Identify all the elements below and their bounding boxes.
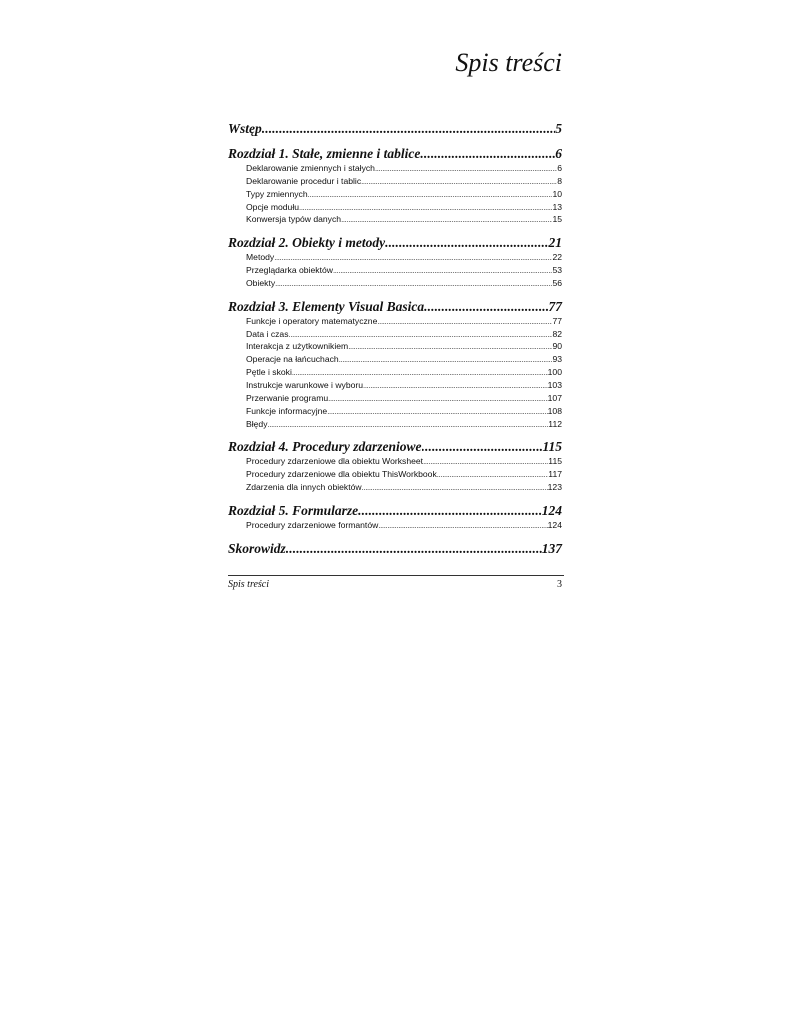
dot-leader — [308, 189, 553, 202]
toc-entry-title: Przerwanie programu — [246, 392, 329, 403]
toc-entry-title: Opcje modułu — [246, 201, 300, 212]
dot-leader — [437, 469, 549, 482]
toc-chapter-row[interactable] — [228, 235, 562, 251]
dot-leader — [378, 520, 547, 533]
toc-chapter-row[interactable] — [228, 299, 562, 315]
toc-entry-row[interactable] — [228, 418, 562, 431]
footer-rule — [228, 575, 564, 576]
toc-chapter-title: Rozdział 5. Formularze — [228, 502, 359, 518]
toc-chapter-title: Rozdział 1. Stałe, zmienne i tablice — [228, 146, 421, 161]
toc-entry-row[interactable] — [228, 455, 562, 468]
toc-entry-row[interactable] — [228, 481, 562, 494]
dot-leader — [328, 393, 548, 406]
toc-entry-row[interactable] — [228, 328, 562, 341]
toc-entry-row[interactable] — [228, 213, 562, 226]
footer-page-number: 3 — [557, 579, 562, 590]
dot-leader — [268, 419, 549, 432]
dot-leader — [375, 163, 557, 176]
toc-entry-page: 82 — [552, 328, 562, 339]
toc-entry-title: Interakcja z użytkownikiem — [246, 341, 349, 352]
footer-title: Spis treści — [228, 579, 270, 590]
dot-leader — [422, 439, 543, 455]
toc-entry-title: Konwersja typów danych — [246, 214, 342, 225]
toc-entry-row[interactable] — [228, 379, 562, 392]
toc-section — [228, 146, 562, 226]
toc-entry-title: Typy zmiennych — [246, 188, 308, 199]
toc-entry-page: 117 — [548, 469, 562, 480]
dot-leader — [363, 380, 548, 393]
toc-entry-page: 6 — [557, 163, 562, 173]
toc-entry-page: 15 — [552, 214, 562, 225]
toc-entry-title: Błędy — [246, 418, 268, 429]
toc-section — [228, 439, 562, 494]
dot-leader — [362, 482, 548, 495]
toc-entry-row[interactable] — [228, 353, 562, 366]
toc-chapter-title: Skorowidz — [228, 540, 286, 556]
toc-chapter-title: Rozdział 3. Elementy Visual Basica — [228, 298, 425, 314]
toc-entry-row[interactable] — [228, 251, 562, 264]
toc-entry-title: Pętle i skoki — [246, 367, 292, 378]
toc-entry-page: 90 — [552, 341, 562, 352]
toc-entry-title: Procedury zdarzeniowe formantów — [246, 519, 379, 530]
toc-entry-row[interactable] — [228, 468, 562, 481]
toc-entry-title: Metody — [246, 252, 275, 263]
toc-section — [228, 299, 562, 431]
toc-entry-page: 115 — [548, 456, 562, 467]
toc-entry-title: Instrukcje warunkowe i wyboru — [246, 379, 364, 390]
toc-chapter-row[interactable] — [228, 121, 562, 137]
toc-chapter-row[interactable] — [228, 503, 562, 519]
toc-entry-page: 56 — [552, 277, 562, 288]
toc-entry-row[interactable] — [228, 519, 562, 532]
toc-chapter-page: 21 — [548, 235, 562, 251]
toc-chapter-page: 6 — [555, 146, 562, 161]
toc-entry-page: 22 — [552, 252, 562, 263]
dot-leader — [286, 541, 542, 557]
toc-entry-page: 103 — [547, 379, 562, 390]
toc-entry-page: 93 — [552, 354, 562, 365]
toc-entry-row[interactable] — [228, 340, 562, 353]
toc-chapter-page: 77 — [548, 298, 562, 314]
toc-entry-title: Deklarowanie zmiennych i stałych — [246, 163, 375, 173]
toc-chapter-title: Wstęp — [228, 121, 262, 136]
dot-leader — [348, 341, 552, 354]
toc-section — [228, 121, 562, 137]
dot-leader — [420, 146, 555, 162]
toc-section — [228, 503, 562, 532]
dot-leader — [385, 235, 548, 251]
toc-entry-row[interactable] — [228, 188, 562, 201]
toc-entry-row[interactable] — [228, 315, 562, 328]
toc-entry-page: 13 — [552, 201, 562, 212]
toc-entry-page: 10 — [552, 188, 562, 199]
toc-entry-title: Procedury zdarzeniowe dla obiektu Worksheet — [246, 456, 424, 467]
toc-chapter-page: 5 — [555, 121, 562, 136]
toc-entry-page: 8 — [557, 175, 562, 186]
table-of-contents — [228, 121, 562, 557]
toc-entry-row[interactable] — [228, 201, 562, 214]
toc-entry-row[interactable] — [228, 264, 562, 277]
toc-entry-page: 53 — [552, 265, 562, 276]
dot-leader — [377, 316, 552, 329]
toc-chapter-row[interactable] — [228, 439, 562, 455]
dot-leader — [358, 503, 542, 519]
toc-entry-row[interactable] — [228, 366, 562, 379]
toc-entry-row[interactable] — [228, 277, 562, 290]
toc-entry-title: Zdarzenia dla innych obiektów — [246, 482, 362, 493]
toc-entry-page: 123 — [547, 482, 562, 493]
toc-entry-page: 112 — [548, 418, 562, 429]
toc-chapter-page: 124 — [541, 502, 562, 518]
toc-entry-title: Funkcje i operatory matematyczne — [246, 315, 378, 326]
toc-chapter-page: 137 — [541, 540, 562, 556]
toc-chapter-title: Rozdział 4. Procedury zdarzeniowe — [228, 439, 422, 455]
dot-leader — [361, 176, 557, 189]
toc-entry-row[interactable] — [228, 175, 562, 188]
toc-entry-title: Przeglądarka obiektów — [246, 265, 333, 276]
toc-entry-row[interactable] — [228, 392, 562, 405]
toc-chapter-row[interactable] — [228, 146, 562, 162]
toc-entry-page: 100 — [547, 367, 562, 378]
toc-section — [228, 541, 562, 557]
toc-entry-page: 77 — [552, 315, 562, 326]
toc-section — [228, 235, 562, 290]
dot-leader — [275, 278, 552, 291]
dot-leader — [339, 354, 553, 367]
dot-leader — [333, 265, 552, 278]
toc-chapter-row[interactable] — [228, 541, 562, 557]
dot-leader — [262, 121, 556, 137]
toc-entry-page: 107 — [547, 392, 562, 403]
toc-entry-title: Operacje na łańcuchach — [246, 354, 339, 365]
toc-chapter-title: Rozdział 2. Obiekty i metody — [228, 235, 386, 251]
toc-chapter-page: 115 — [542, 439, 562, 455]
toc-entry-title: Procedury zdarzeniowe dla obiektu ThisWorkbook — [246, 469, 437, 480]
toc-entry-row[interactable] — [228, 405, 562, 418]
toc-entry-title: Deklarowanie procedur i tablic — [246, 175, 362, 186]
dot-leader — [423, 456, 548, 469]
toc-entry-title: Data i czas — [246, 328, 289, 339]
page-title: Spis treści — [455, 48, 562, 77]
toc-entry-title: Funkcje informacyjne — [246, 405, 328, 416]
dot-leader — [327, 406, 547, 419]
toc-entry-row[interactable] — [228, 162, 562, 175]
toc-entry-title: Obiekty — [246, 277, 276, 288]
dot-leader — [424, 299, 548, 315]
toc-entry-page: 124 — [547, 519, 562, 530]
toc-entry-page: 108 — [547, 405, 562, 416]
dot-leader — [341, 214, 552, 227]
